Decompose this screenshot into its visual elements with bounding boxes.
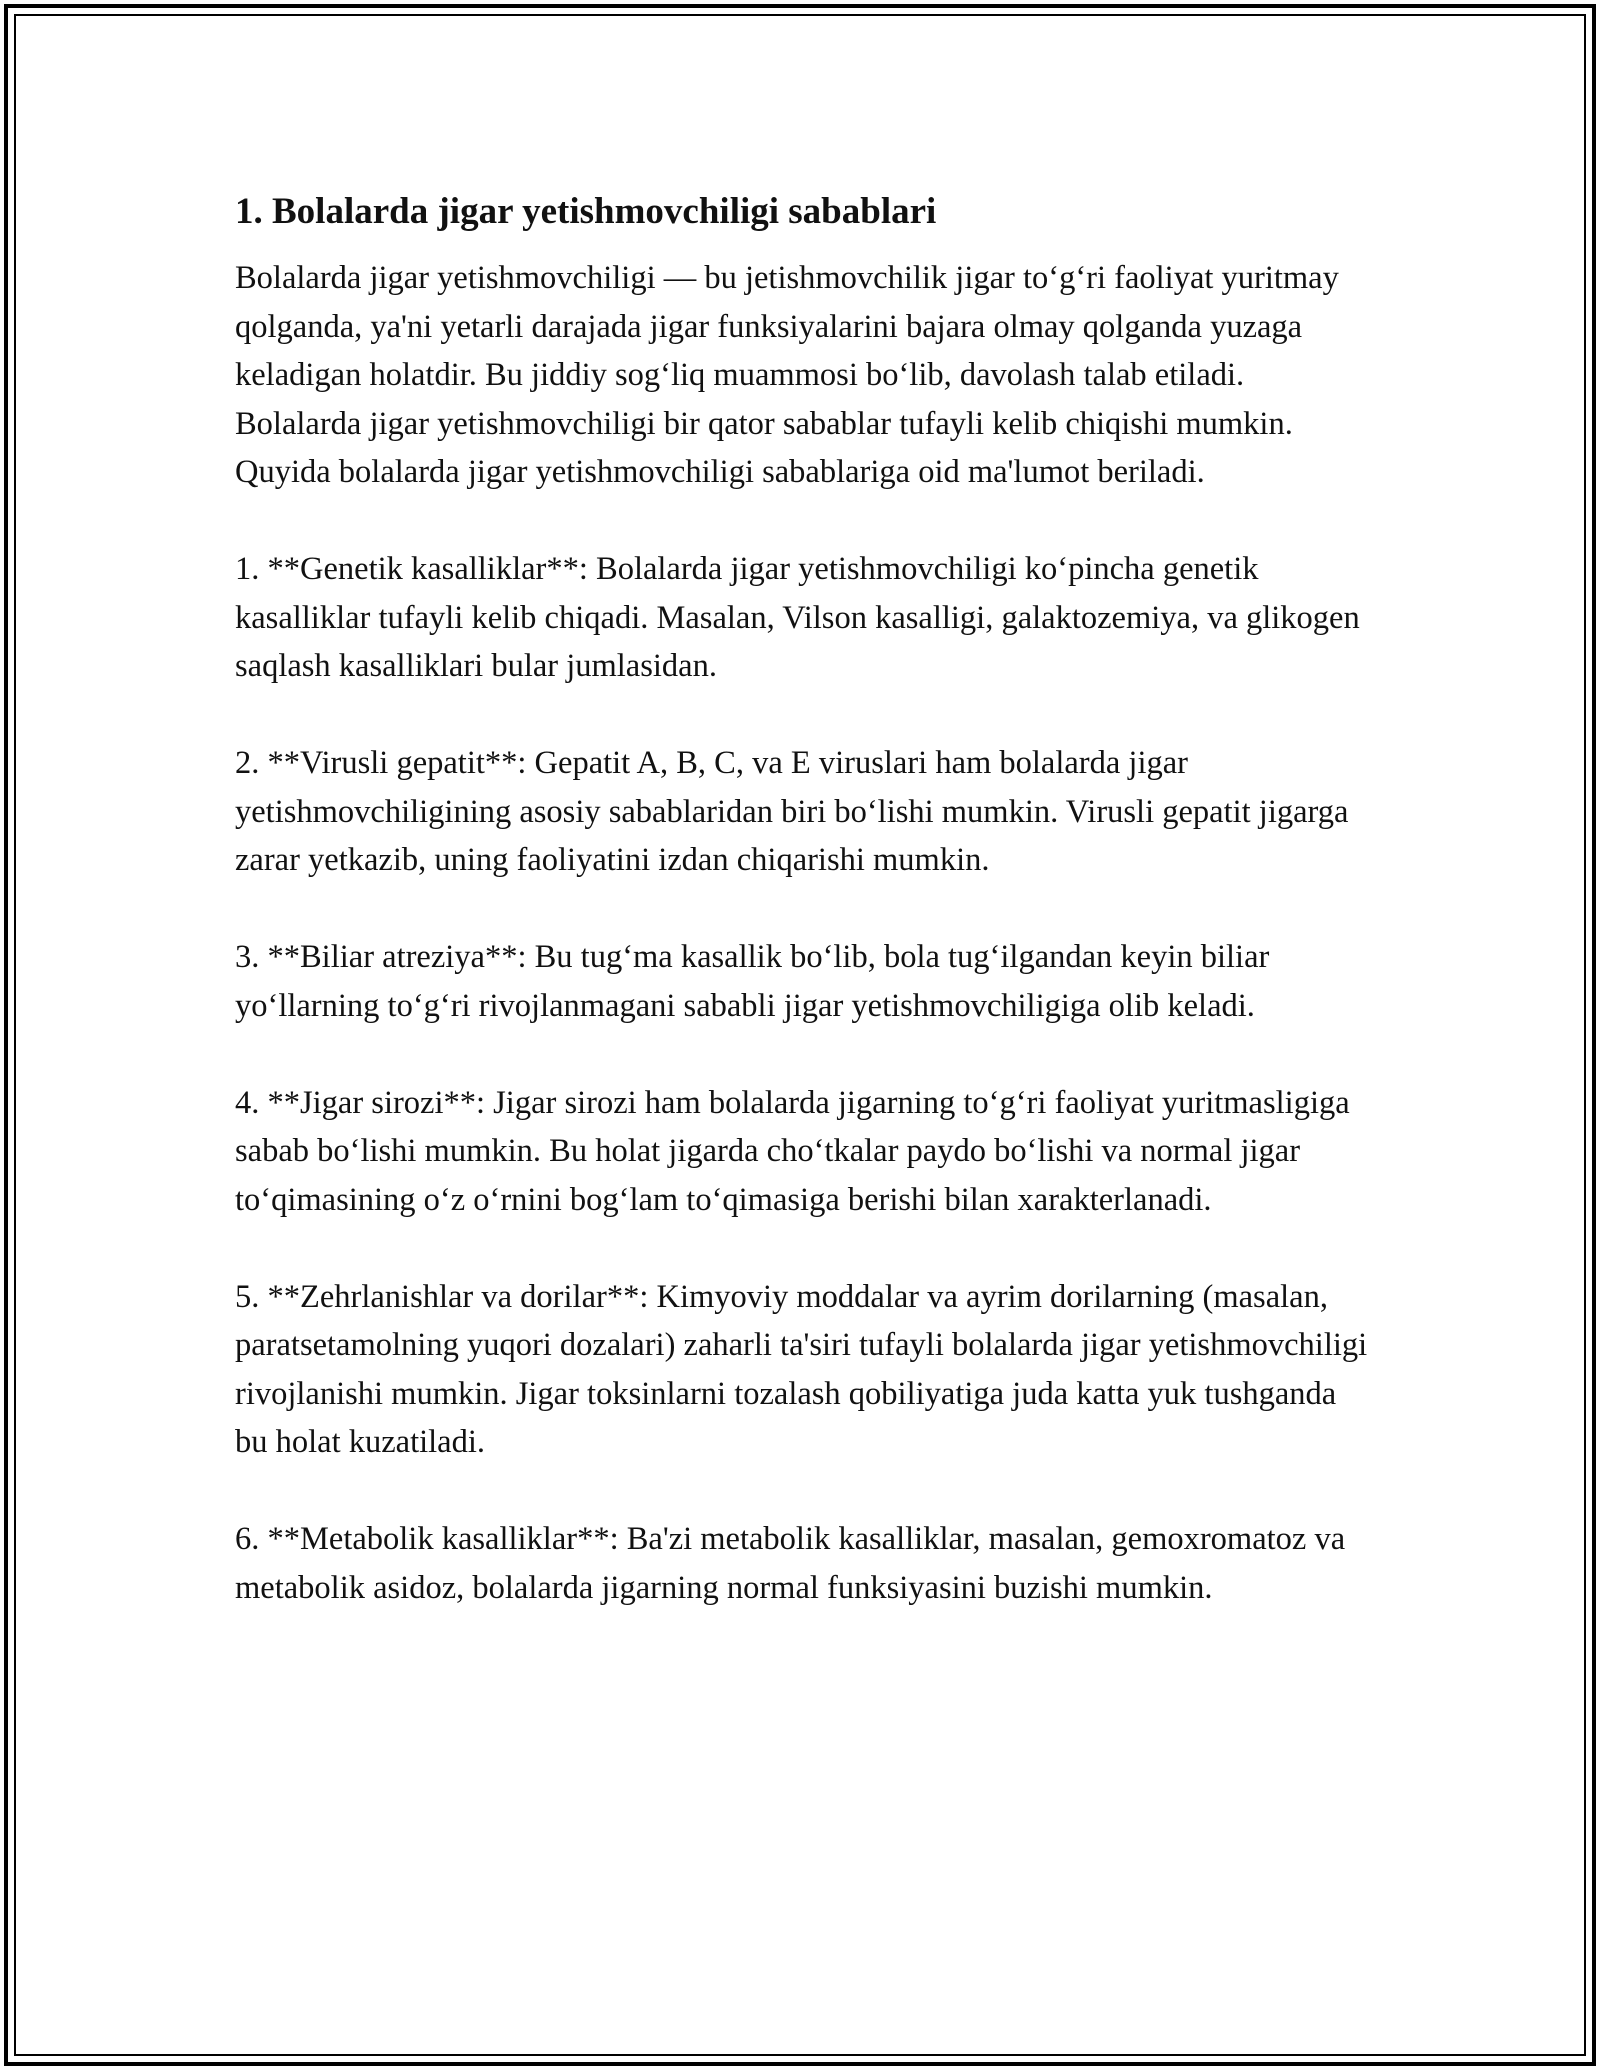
document-heading: 1. Bolalarda jigar yetishmovchiligi sabablari (235, 191, 937, 232)
list-item-viral-hepatitis: 2. **Virusli gepatit**: Gepatit A, B, C, va E viruslari ham bolalarda jigar yetishmovchiligining asosiy sabablaridan biri bo‘lishi mumkin. Virusli gepatit jigarga zarar yetkazib, uning faoliyatini izdan chiqarishi mumkin. (235, 745, 1349, 878)
list-item-genetic-diseases: 1. **Genetik kasalliklar**: Bolalarda jigar yetishmovchiligi ko‘pincha genetik kasalliklar tufayli kelib chiqadi. Masalan, Vilson kasalligi, galaktozemiya, va glikogen saqlash kasalliklari bular jumlasidan. (235, 551, 1360, 684)
list-item-poisoning-drugs: 5. **Zehrlanishlar va dorilar**: Kimyoviy moddalar va ayrim dorilarning (masalan, paratsetamolning yuqori dozalari) zaharli ta'siri tufayli bolalarda jigar yetishmovchiligi rivojlanishi mumkin. Jigar toksinlarni tozalash qobiliyatiga juda katta yuk tushganda bu holat kuzatiladi. (235, 1278, 1368, 1460)
list-item-liver-cirrhosis: 4. **Jigar sirozi**: Jigar sirozi ham bolalarda jigarning to‘g‘ri faoliyat yuritmasligiga sabab bo‘lishi mumkin. Bu holat jigarda cho‘tkalar paydo bo‘lishi va normal jigar to‘qimasining o‘z o‘rnini bog‘lam to‘qimasiga berishi bilan xarakterlanadi. (235, 1084, 1350, 1218)
document-body (235, 186, 1375, 1661)
list-item-metabolic-diseases: 6. **Metabolik kasalliklar**: Ba'zi metabolik kasalliklar, masalan, gemoxromatoz va metabolik asidoz, bolalarda jigarning normal funksiyasini buzishi mumkin. (235, 1521, 1346, 1606)
list-item-biliary-atresia: 3. **Biliar atreziya**: Bu tug‘ma kasallik bo‘lib, bola tug‘ilgandan keyin biliar yo‘llarning to‘g‘ri rivojlanmagani sababli jigar yetishmovchiligiga olib keladi. (235, 939, 1270, 1024)
intro-paragraph: Bolalarda jigar yetishmovchiligi — bu jetishmovchilik jigar to‘g‘ri faoliyat yuritmay qolganda, ya'ni yetarli darajada jigar funksiyalarini bajara olmay qolganda yuzaga keladigan holatdir. Bu jiddiy sog‘liq muammosi bo‘lib, davolash talab etiladi. Bolalarda jigar yetishmovchiligi bir qator sabablar tufayli kelib chiqishi mumkin. Quyida bolalarda jigar yetishmovchiligi sabablariga oid ma'lumot beriladi. (235, 260, 1339, 490)
